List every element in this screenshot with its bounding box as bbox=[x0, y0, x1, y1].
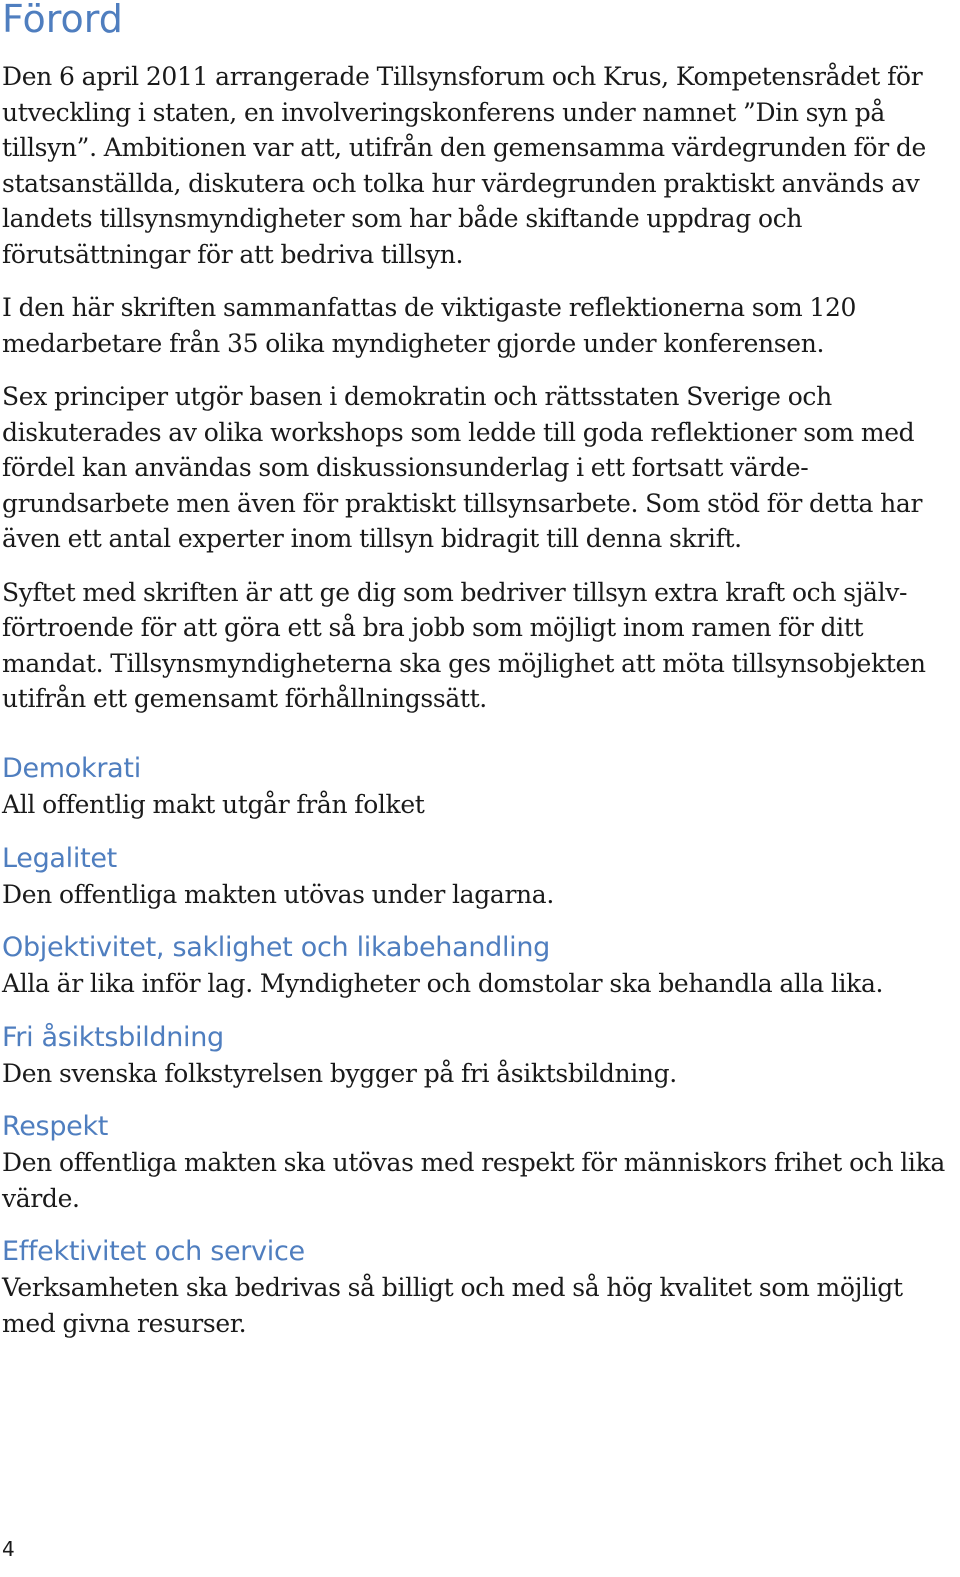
principle-text: Den offentliga makten utövas under lagarna. bbox=[2, 879, 554, 909]
intro-section bbox=[2, 59, 952, 735]
principle-heading: Legalitet bbox=[2, 842, 117, 874]
principles-list bbox=[2, 751, 952, 1359]
principle-efficiency bbox=[2, 1234, 952, 1341]
page-number: 4 bbox=[2, 1537, 15, 1561]
principle-heading: Demokrati bbox=[2, 753, 141, 784]
principle-text: Alla är lika inför lag. Myndigheter och domstolar ska behandla alla lika. bbox=[2, 969, 884, 998]
principle-respect bbox=[2, 1109, 952, 1216]
principle-free-opinion bbox=[2, 1020, 952, 1092]
intro-paragraph-1: Den 6 april 2011 arrangerade Tillsynsforum och Krus, Kompetensrådet för utveckling i staten, en involveringskonferens under namnet ”Din syn på tillsyn”. Ambitionen var att, utifrån den gemensamma värdegrunden för de statsanställda, diskutera och tolka hur värdegrunden praktiskt används av landets tillsynsmyndigheter som har både skiftande uppdrag och förutsättningar för att bedriva tillsyn. bbox=[2, 62, 926, 269]
principle-democracy bbox=[2, 751, 952, 823]
principle-text: Den offentliga makten ska utövas med respekt för människors frihet och lika värde. bbox=[2, 1148, 945, 1213]
principle-heading: Effektivitet och service bbox=[2, 1236, 305, 1267]
principle-text: All offentlig makt utgår från folket bbox=[2, 790, 425, 819]
principle-heading: Fri åsiktsbildning bbox=[2, 1021, 224, 1053]
principle-text: Verksamheten ska bedrivas så billigt och med så hög kvalitet som möjligt med givna resurser. bbox=[2, 1273, 903, 1338]
intro-paragraph-4: Syftet med skriften är att ge dig som bedriver tillsyn extra kraft och självförtroende för att göra ett så bra jobb som möjligt inom ramen för ditt mandat. Tillsynsmyndigheterna ska ges möjlighet att möta tillsynsobjekten utifrån ett gemensamt förhållningssätt. bbox=[2, 577, 926, 713]
principle-heading: Respekt bbox=[2, 1111, 109, 1142]
principle-text: Den svenska folkstyrelsen bygger på fri åsiktsbildning. bbox=[2, 1058, 677, 1088]
intro-paragraph-3: Sex principer utgör basen i demokratin och rättsstaten Sverige och diskuterades av olika workshops som ledde till goda reflektioner som med fördel kan användas som diskussionsunderlag i ett fortsatt värdegrundsarbete men även för praktiskt tillsynsarbete. Som stöd för detta har även ett antal experter inom tillsyn bidragit till denna skrift. bbox=[2, 382, 923, 553]
intro-paragraph-2: I den här skriften sammanfattas de viktigaste reflektionerna som 120 medarbetare från 35 olika myndigheter gjorde under konferensen. bbox=[2, 293, 857, 358]
principle-objectivity bbox=[2, 930, 952, 1002]
principle-heading: Objektivitet, saklighet och likabehandling bbox=[2, 932, 551, 963]
page-title: Förord bbox=[2, 0, 123, 41]
principle-legality bbox=[2, 841, 952, 913]
